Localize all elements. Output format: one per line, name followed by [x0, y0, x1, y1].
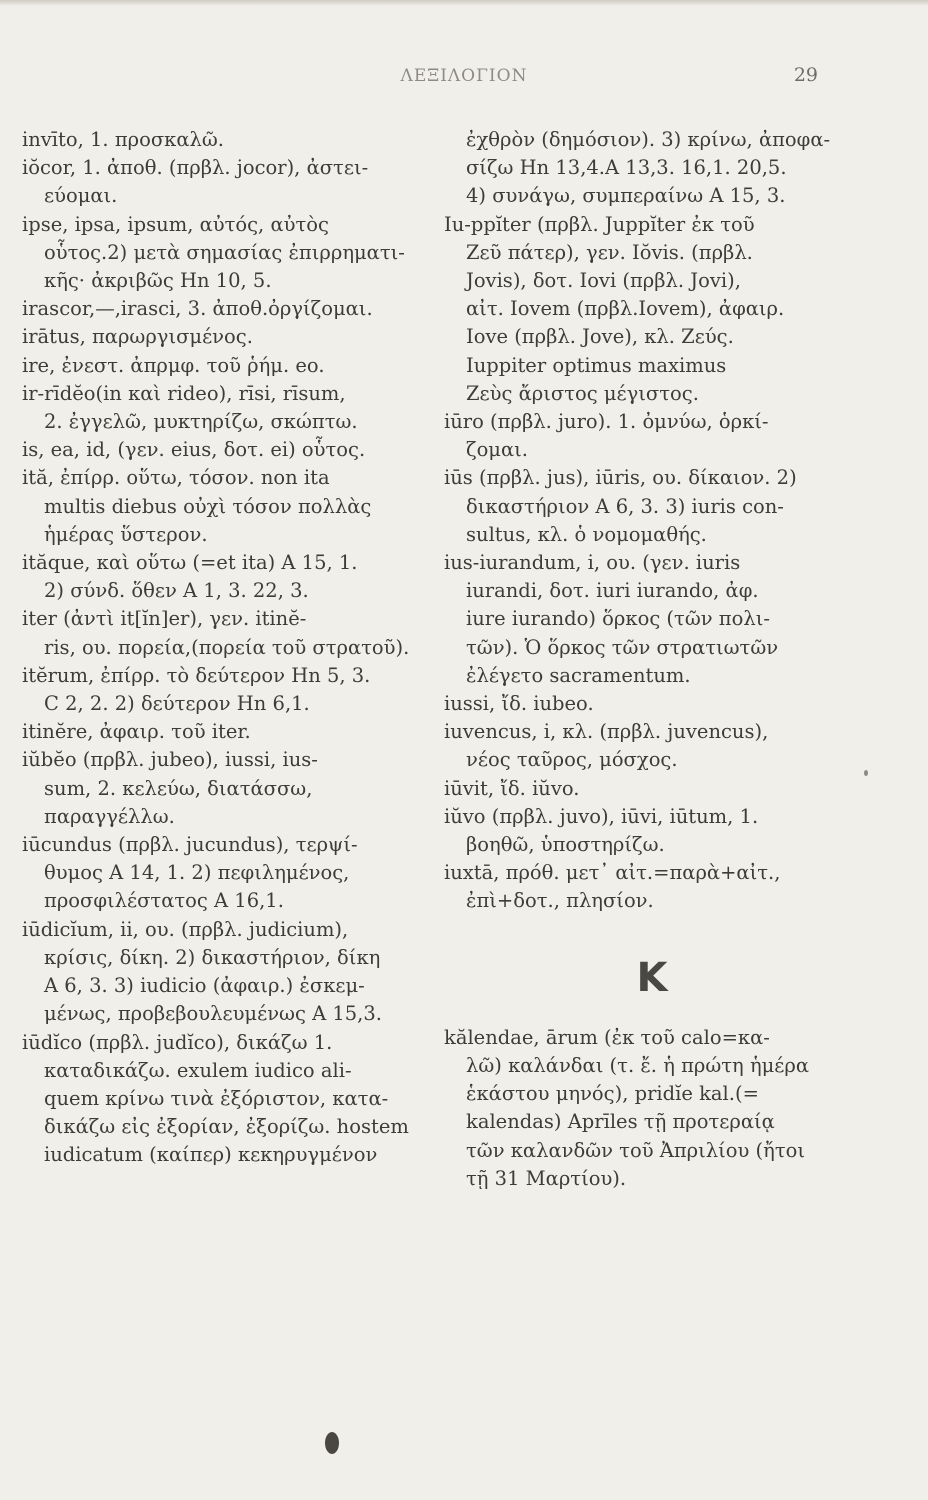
entry-headword-line: iter (ἀντὶ it[ĭn]er), γεν. itinĕ-	[22, 607, 307, 631]
entry-continuation-line: Ζεῦ πάτερ), γεν. Iŏvis. (πρβλ.	[466, 240, 753, 264]
entry-continuation-line: παραγγέλλω.	[44, 804, 175, 828]
entry-continuation-line: ἐχθρὸν (δημόσιον). 3) κρίνω, ἀποφα-	[466, 128, 831, 151]
running-header: ΛΕΞΙΛΟΓΙΟΝ	[400, 66, 528, 86]
section-letter-heading: K	[636, 954, 668, 1001]
entry-continuation-line: κρίσις, δίκη. 2) δικαστήριον, δίκη	[44, 945, 381, 969]
entry-continuation-line: ris, ου. πορεία,(πορεία τοῦ στρατοῦ).	[44, 635, 410, 659]
page-number: 29	[793, 64, 818, 86]
right-column	[444, 126, 860, 1193]
entry-headword-line: iussi, ἴδ. iubeo.	[444, 692, 594, 716]
entry-headword-line: kălendae, ārum (ἐκ τοῦ calo=κα-	[444, 1025, 770, 1049]
entry-continuation-line: iurandi, δοτ. iuri iurando, ἀφ.	[466, 579, 759, 603]
entry-headword-line: ir-rīdĕo(in καὶ rideo), rīsi, rīsum,	[22, 381, 346, 405]
entry-headword-line: iūcundus (πρβλ. jucundus), τερψί-	[22, 833, 358, 857]
entry-headword-line: itĕrum, ἐπίρρ. τὸ δεύτερον Hn 5, 3.	[22, 663, 371, 687]
ink-blot	[325, 1432, 339, 1454]
entry-continuation-line: iure iurando) ὅρκος (τῶν πολι-	[466, 607, 770, 631]
entry-continuation-line: 4) συνάγω, συμπεραίνω A 15, 3.	[466, 184, 786, 208]
entry-headword-line: iuvencus, i, κλ. (πρβλ. juvencus),	[444, 720, 769, 744]
entry-headword-line: Iu-ppĭter (πρβλ. Juppĭter ἐκ τοῦ	[444, 212, 755, 236]
entry-continuation-line: βοηθῶ, ὑποστηρίζω.	[466, 833, 665, 857]
entry-continuation-line: 2) σύνδ. ὅθεν A 1, 3. 22, 3.	[44, 579, 309, 603]
entry-headword-line: ităque, καὶ οὕτω (=et ita) A 15, 1.	[22, 551, 358, 575]
entry-continuation-line: τῇ 31 Μαρτίου).	[466, 1166, 627, 1190]
entry-continuation-line: sultus, κλ. ὁ νομομαθής.	[466, 522, 707, 546]
entry-continuation-line: quem κρίνω τινὰ ἐξόριστον, κατα-	[44, 1086, 389, 1110]
entry-continuation-line: δικάζω εἰς ἐξορίαν, ἐξορίζω. hostem	[44, 1115, 409, 1139]
entry-continuation-line: Iove (πρβλ. Jove), κλ. Ζεύς.	[466, 325, 734, 349]
entry-headword-line: invīto, 1. προσκαλῶ.	[22, 128, 224, 151]
entry-continuation-line: 2. ἐγγελῶ, μυκτηρίζω, σκώπτω.	[44, 410, 358, 434]
entry-headword-line: irātus, παρωργισμένος.	[22, 325, 253, 349]
entry-continuation-line: λῶ) καλάνδαι (τ. ἔ. ἡ πρώτη ἡμέρα	[466, 1053, 810, 1077]
entry-headword-line: itinĕre, ἀφαιρ. τοῦ iter.	[22, 720, 251, 744]
entry-continuation-line: νέος ταῦρος, μόσχος.	[466, 748, 678, 772]
entry-continuation-line: τῶν καλανδῶν τοῦ Ἀπριλίου (ἤτοι	[466, 1138, 806, 1162]
entry-headword-line: ius-iurandum, i, ου. (γεν. iuris	[444, 551, 741, 575]
entry-continuation-line: A 6, 3. 3) iudicio (ἀφαιρ.) ἐσκεμ-	[44, 974, 365, 998]
entry-headword-line: iūdĭco (πρβλ. judĭco), δικάζω 1.	[22, 1030, 333, 1054]
entry-continuation-line: θυμος A 14, 1. 2) πεφιλημένος,	[44, 861, 350, 885]
entry-headword-line: is, ea, id, (γεν. eius, δοτ. ei) οὗτος.	[22, 438, 366, 462]
entry-headword-line: iūro (πρβλ. juro). 1. ὀμνύω, ὁρκί-	[444, 410, 769, 434]
entry-continuation-line: ἐπὶ+δοτ., πλησίον.	[466, 889, 654, 913]
entry-continuation-line: multis diebus οὐχὶ τόσον πολλὰς	[44, 494, 372, 518]
entry-headword-line: iuxtā, πρόθ. μετ᾽ αἰτ.=παρὰ+αἰτ.,	[444, 861, 781, 885]
entry-continuation-line: ζομαι.	[466, 438, 528, 462]
page-top-edge	[0, 0, 928, 6]
entry-continuation-line: Jovis), δοτ. Iovi (πρβλ. Jovi),	[466, 269, 741, 293]
entry-continuation-line: σίζω Hn 13,4.A 13,3. 16,1. 20,5.	[466, 156, 787, 180]
entry-continuation-line: καταδικάζω. exulem iudico ali-	[44, 1058, 352, 1082]
entry-continuation-line: ἑκάστου μηνός), pridĭe kal.(=	[466, 1082, 759, 1106]
entry-continuation-line: C 2, 2. 2) δεύτερον Hn 6,1.	[44, 692, 310, 716]
entry-continuation-line: μένως, προβεβουλευμένως A 15,3.	[44, 1002, 382, 1026]
entry-continuation-line: προσφιλέστατος A 16,1.	[44, 889, 284, 913]
entry-headword-line: iŭbĕo (πρβλ. jubeo), iussi, ius-	[22, 748, 318, 772]
ink-speck	[864, 770, 868, 776]
entry-continuation-line: Iuppiter optimus maximus	[466, 353, 727, 377]
entry-headword-line: iŭvo (πρβλ. juvo), iūvi, iūtum, 1.	[444, 804, 759, 828]
entry-headword-line: ipse, ipsa, ipsum, αὐτός, αὐτὸς	[22, 212, 329, 236]
entry-continuation-line: δικαστήριον A 6, 3. 3) iuris con-	[466, 494, 784, 518]
entry-continuation-line: sum, 2. κελεύω, διατάσσω,	[44, 776, 313, 800]
entry-continuation-line: εύομαι.	[44, 184, 118, 208]
entry-headword-line: iūvit, ἴδ. iŭvo.	[444, 776, 580, 800]
entry-continuation-line: iudicatum (καίπερ) κεκηρυγμένον	[44, 1143, 378, 1167]
entry-continuation-line: ἐλέγετο sacramentum.	[466, 663, 691, 687]
entry-continuation-line: αἰτ. Iovem (πρβλ.Iovem), ἀφαιρ.	[466, 297, 785, 321]
left-column	[22, 126, 428, 1170]
entry-continuation-line: Ζεὺς ἄριστος μέγιστος.	[466, 381, 699, 405]
entry-headword-line: ită, ἐπίρρ. οὕτω, τόσον. non ita	[22, 466, 330, 490]
entry-headword-line: iŏcor, 1. ἀποθ. (πρβλ. jocor), ἀστει-	[22, 156, 369, 180]
entry-continuation-line: οὗτος.2) μετὰ σημασίας ἐπιρρηματι-	[44, 240, 405, 264]
entry-continuation-line: kalendas) Aprīles τῇ προτεραίᾳ	[466, 1110, 775, 1134]
entry-headword-line: iūdicĭum, ii, ου. (πρβλ. judicium),	[22, 917, 349, 941]
entry-continuation-line: ἡμέρας ὕστερον.	[44, 522, 208, 546]
entry-headword-line: irascor,—,irasci, 3. ἀποθ.ὀργίζομαι.	[22, 297, 373, 321]
entry-headword-line: ire, ἐνεστ. ἀπρμφ. τοῦ ῥήμ. eo.	[22, 353, 325, 377]
entry-continuation-line: κῆς· ἀκριβῶς Hn 10, 5.	[44, 269, 272, 293]
entry-continuation-line: τῶν). Ὁ ὅρκος τῶν στρατιωτῶν	[466, 635, 779, 659]
entry-headword-line: iūs (πρβλ. jus), iūris, ου. δίκαιον. 2)	[444, 466, 797, 490]
